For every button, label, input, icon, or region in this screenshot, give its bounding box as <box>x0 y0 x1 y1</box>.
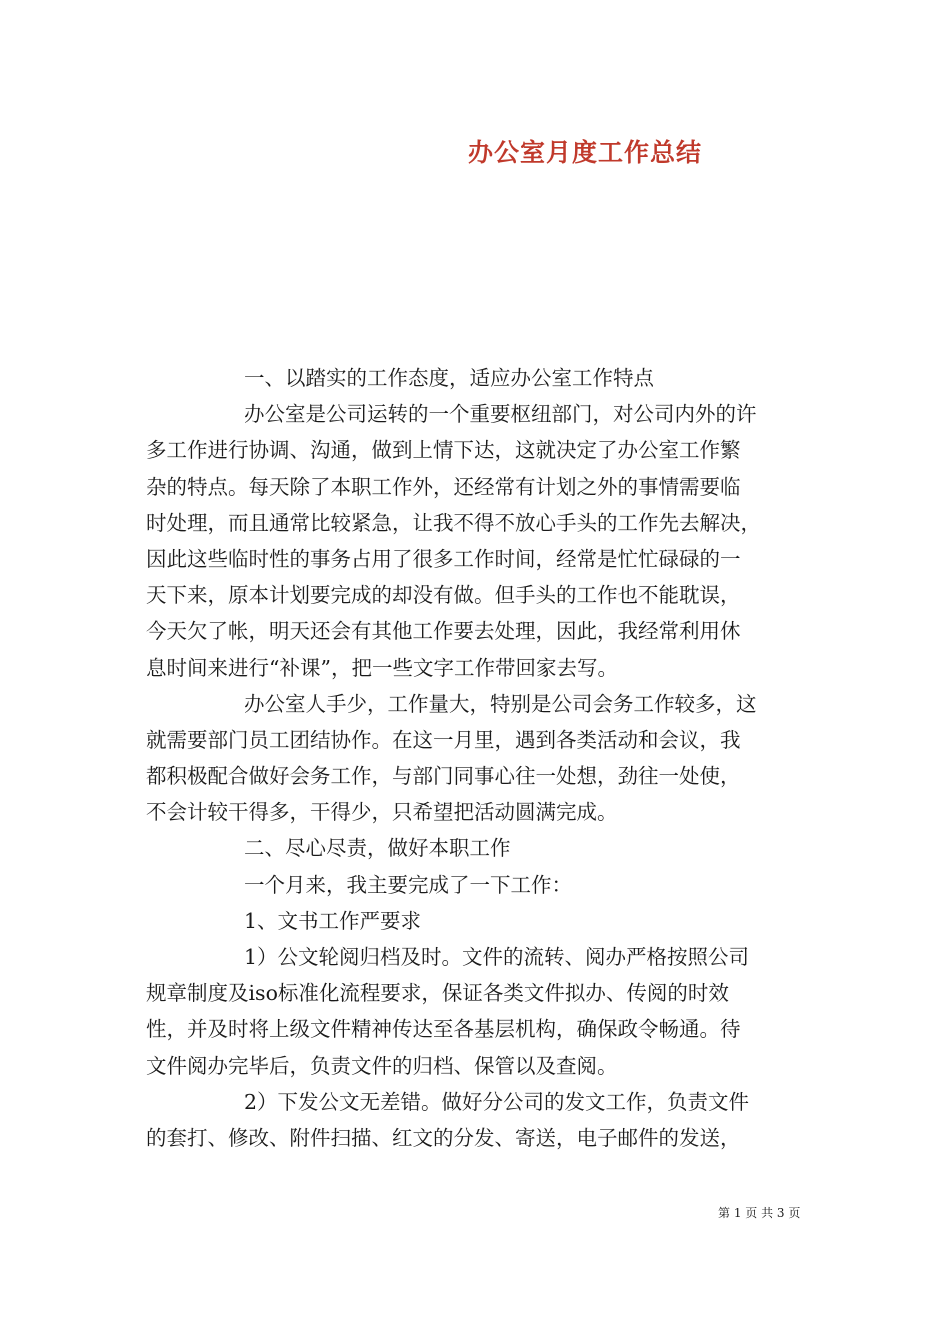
body-line: 多工作进行协调、沟通，做到上情下达，这就决定了办公室工作繁 <box>146 438 741 463</box>
body-line: 不会计较干得多，干得少，只希望把活动圆满完成。 <box>146 800 618 825</box>
body-line: 都积极配合做好会务工作，与部门同事心往一处想，劲往一处使， <box>146 764 741 789</box>
document-title: 办公室月度工作总结 <box>468 138 703 167</box>
body-line: 杂的特点。每天除了本职工作外，还经常有计划之外的事情需要临 <box>146 474 741 499</box>
body-line: 时处理，而且通常比较紧急，让我不得不放心手头的工作先去解决， <box>146 510 761 535</box>
body-line: 因此这些临时性的事务占用了很多工作时间，经常是忙忙碌碌的一 <box>146 546 741 571</box>
body-line: 二、尽心尽责，做好本职工作 <box>244 836 511 861</box>
body-line: 文件阅办完毕后，负责文件的归档、保管以及查阅。 <box>146 1053 618 1078</box>
body-line: 2）下发公文无差错。做好分公司的发文工作，负责文件 <box>244 1089 750 1114</box>
page-number: 第 1 页 共 3 页 <box>718 1206 801 1220</box>
body-line: 天下来，原本计划要完成的却没有做。但手头的工作也不能耽误， <box>146 583 741 608</box>
document-body <box>146 360 810 1156</box>
body-line: 办公室是公司运转的一个重要枢纽部门，对公司内外的许 <box>244 402 757 427</box>
body-line: 一个月来，我主要完成了一下工作： <box>244 872 572 897</box>
body-line: 规章制度及iso标准化流程要求，保证各类文件拟办、传阅的时效 <box>146 981 729 1006</box>
body-line: 一、以踏实的工作态度，适应办公室工作特点 <box>244 366 654 390</box>
body-line: 1、文书工作严要求 <box>244 908 422 933</box>
body-line: 息时间来进行“补课”，把一些文字工作带回家去写。 <box>146 655 618 680</box>
body-line: 就需要部门员工团结协作。在这一月里，遇到各类活动和会议，我 <box>146 727 741 752</box>
body-line: 的套打、修改、附件扫描、红文的分发、寄送，电子邮件的发送， <box>146 1125 741 1150</box>
body-line: 1）公文轮阅归档及时。文件的流转、阅办严格按照公司 <box>244 945 750 969</box>
body-line: 今天欠了帐，明天还会有其他工作要去处理，因此，我经常利用休 <box>146 619 741 644</box>
body-line: 性，并及时将上级文件精神传达至各基层机构，确保政令畅通。待 <box>146 1017 741 1042</box>
title-area <box>0 133 950 173</box>
body-line: 办公室人手少，工作量大，特别是公司会务工作较多，这 <box>244 691 757 716</box>
